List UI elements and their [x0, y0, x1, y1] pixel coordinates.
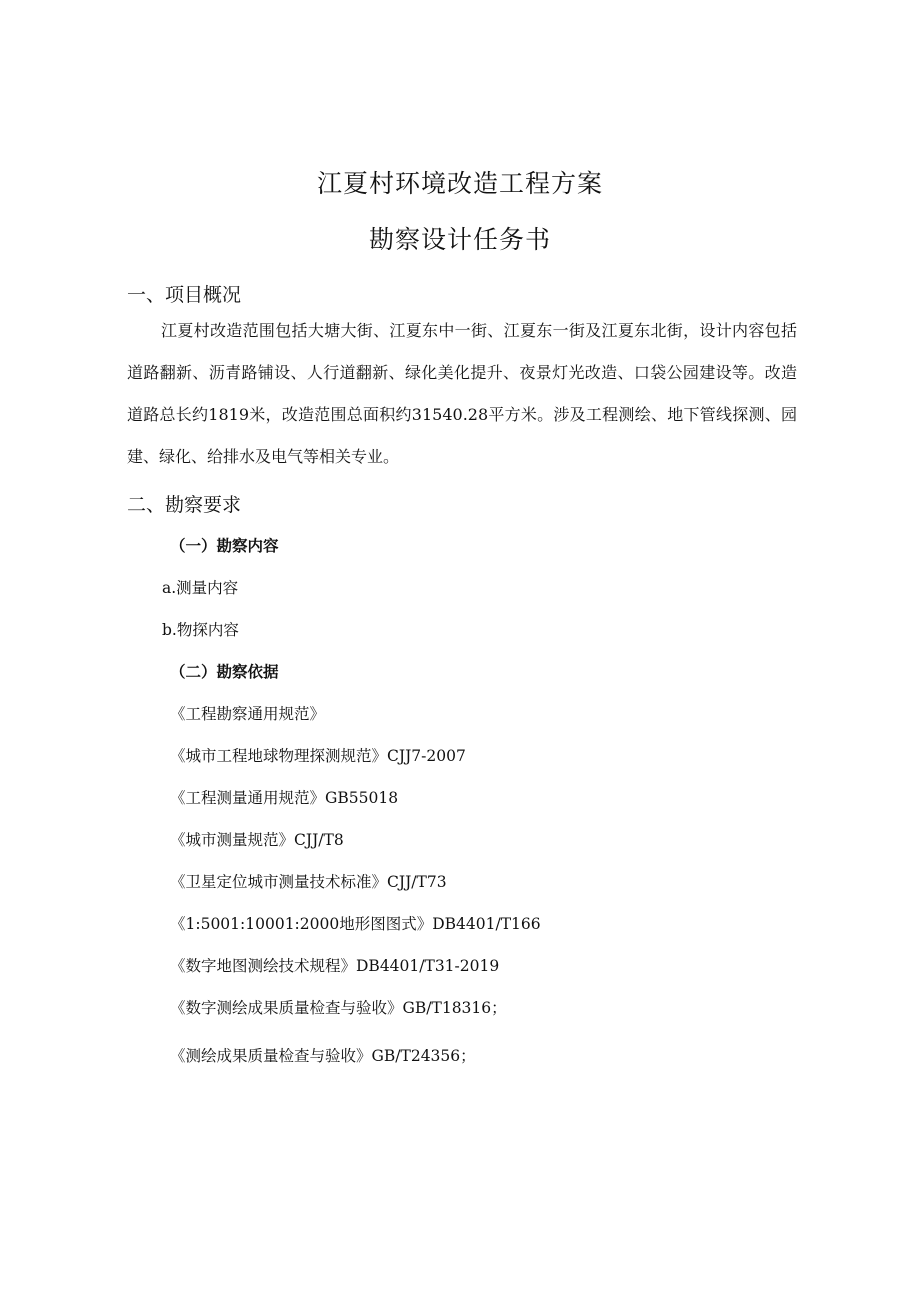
reference-item: 《工程勘察通用规范》: [170, 705, 326, 723]
reference-item: 《工程测量通用规范》GB55018: [170, 789, 399, 807]
reference-item: 《测绘成果质量检查与验收》GB/T24356；: [170, 1047, 476, 1065]
section-heading-requirements: 二、勘察要求: [127, 494, 242, 516]
list-item: b.物探内容: [162, 621, 239, 639]
reference-item: 《卫星定位城市测量技术标准》CJJ/T73: [170, 873, 447, 891]
reference-item: 《城市工程地球物理探测规范》CJJ7-2007: [170, 747, 466, 765]
section-heading-overview: 一、项目概况: [127, 284, 242, 306]
overview-paragraph: 江夏村改造范围包括大塘大街、江夏东中一街、江夏东一街及江夏东北街，设计内容包括道路翻新、沥青路铺设、人行道翻新、绿化美化提升、夜景灯光改造、口袋公园建设等。改造道路总长约1819米，改造范围总面积约31540.28平方米。涉及工程测绘、地下管线探测、园建、绿化、给排水及电气等相关专业。: [127, 321, 797, 466]
list-item: a.测量内容: [162, 579, 239, 597]
reference-item: 《1:5001:10001:2000地形图图式》DB4401/T166: [170, 915, 541, 933]
document-subtitle: 勘察设计任务书: [368, 225, 551, 254]
reference-item: 《数字地图测绘技术规程》DB4401/T31-2019: [170, 957, 500, 975]
subheading-survey-content: （一）勘察内容: [170, 536, 279, 555]
subheading-survey-basis: （二）勘察依据: [170, 662, 279, 681]
document-title: 江夏村环境改造工程方案: [316, 169, 603, 198]
reference-item: 《数字测绘成果质量检查与验收》GB/T18316；: [170, 999, 507, 1017]
reference-item: 《城市测量规范》CJJ/T8: [170, 831, 344, 849]
